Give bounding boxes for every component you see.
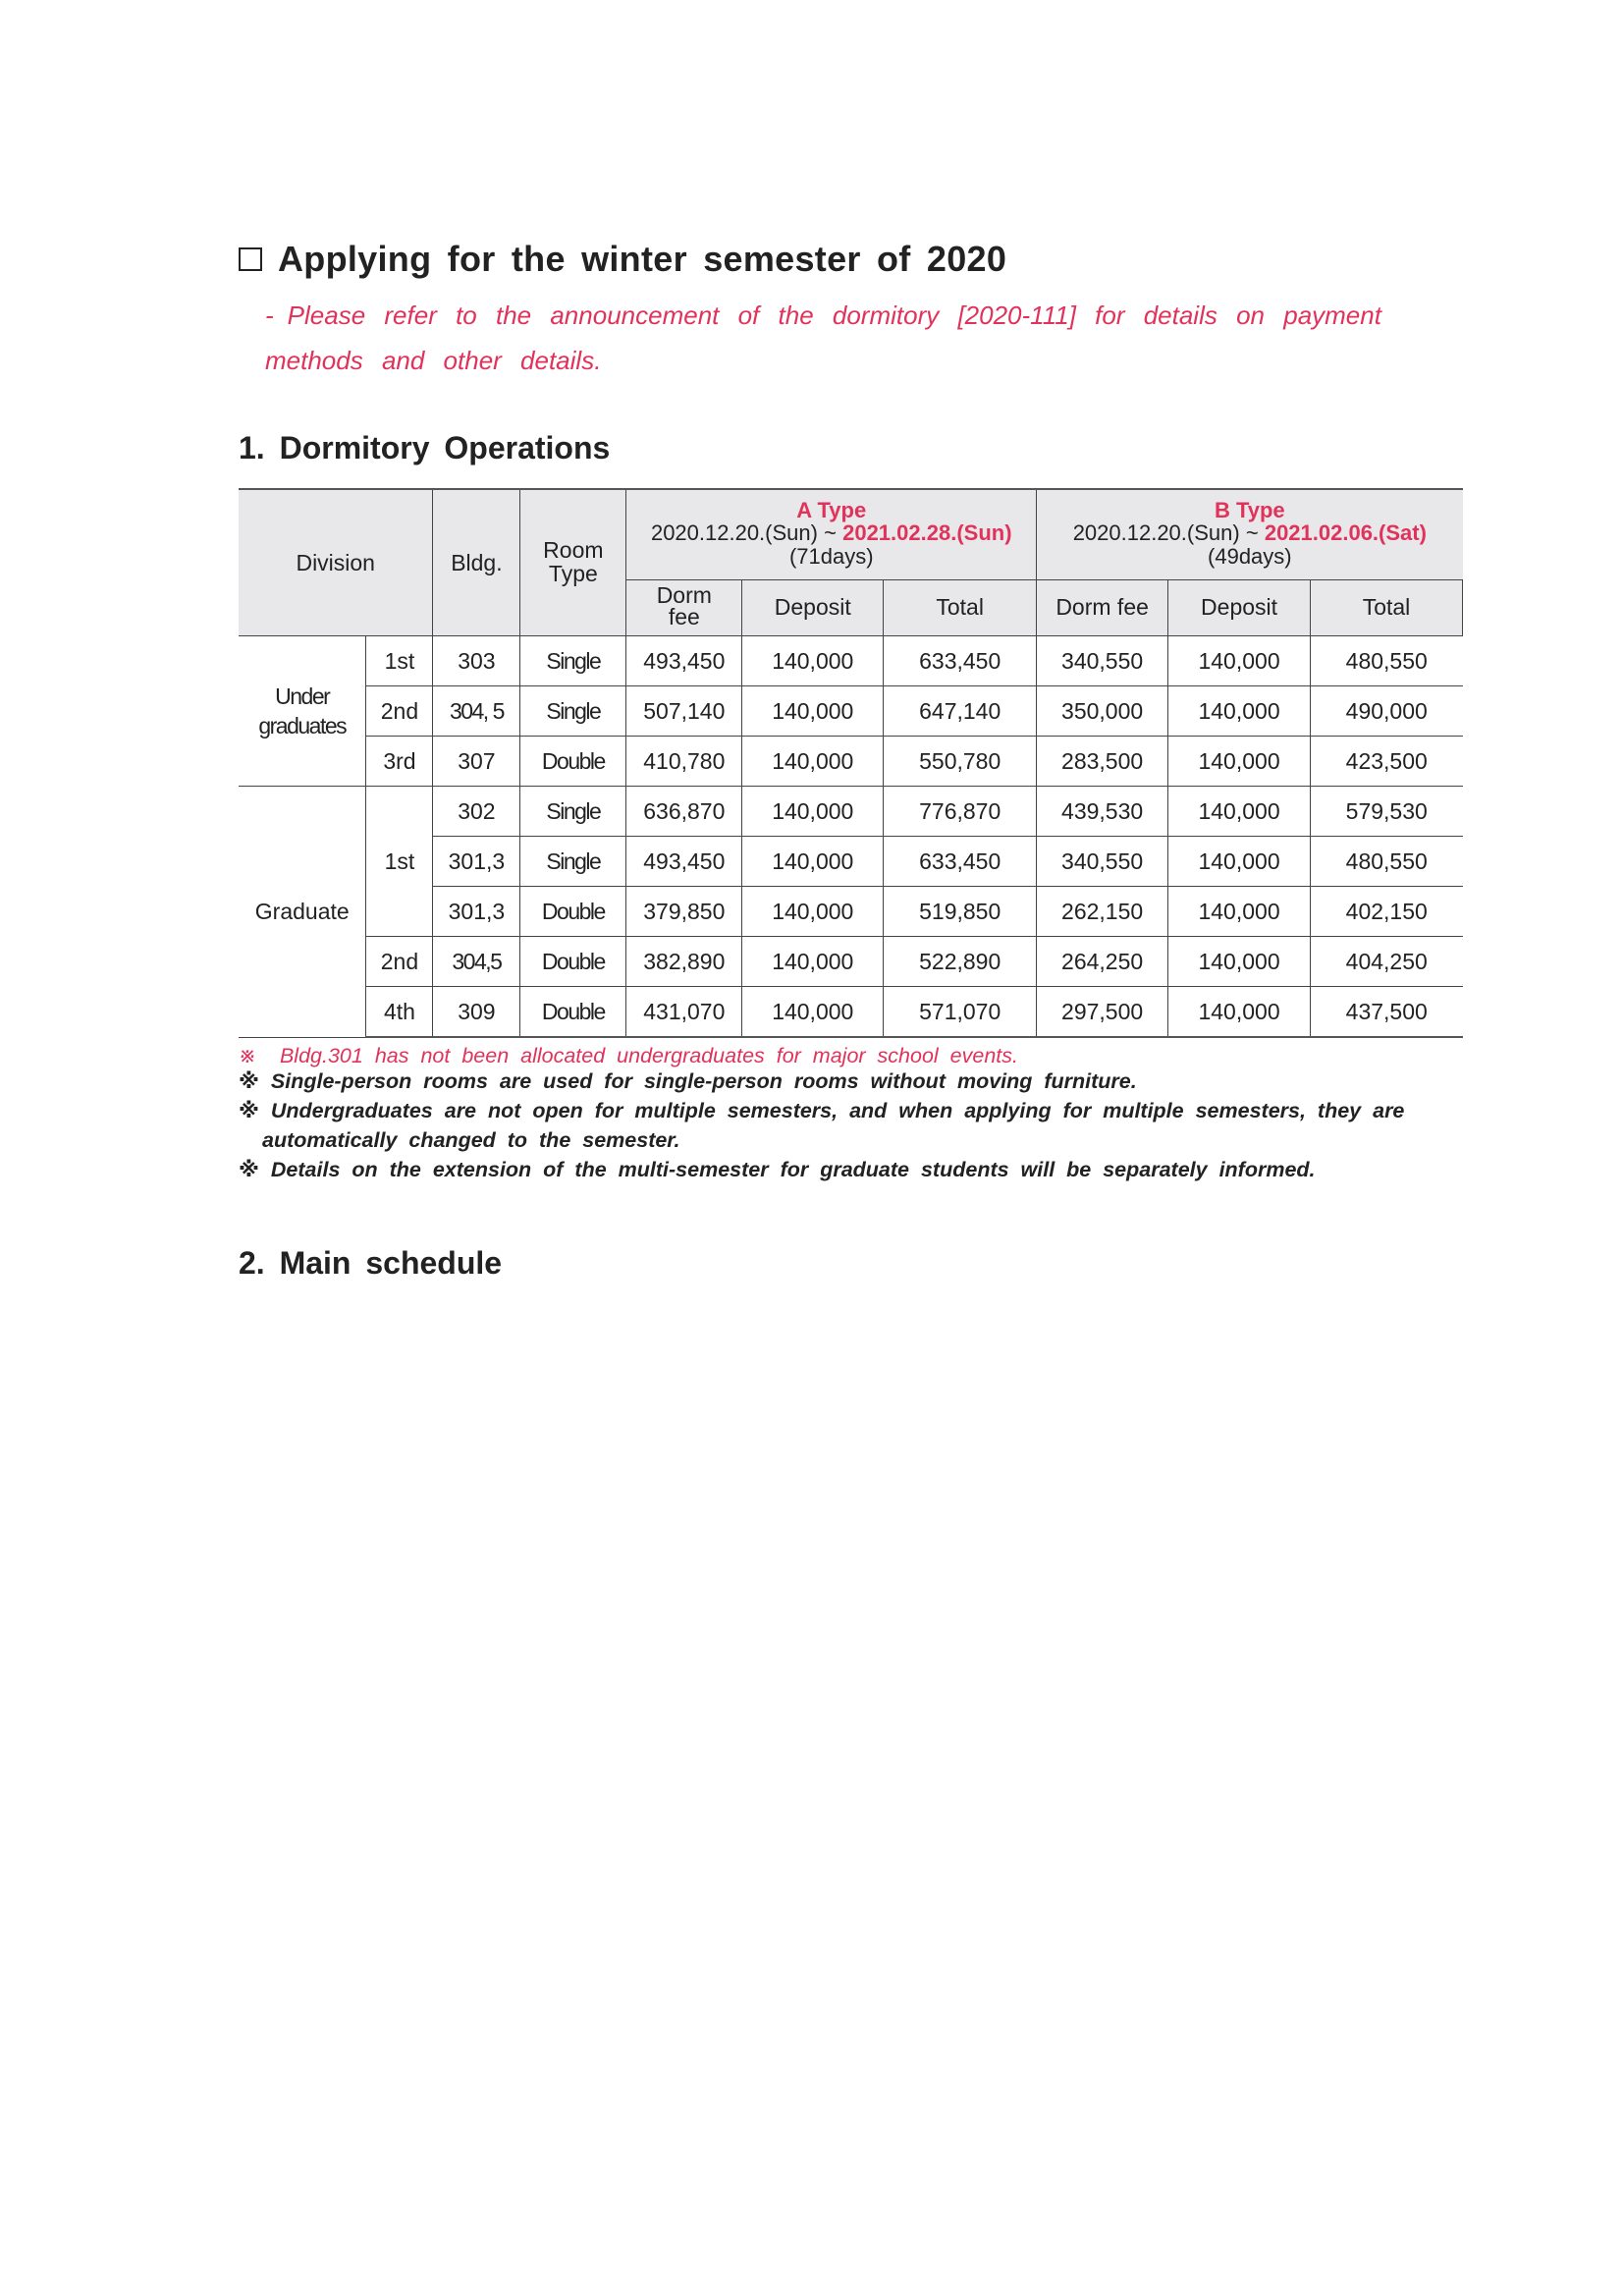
cell-bldg: 309 xyxy=(433,987,520,1038)
cell-b-dorm-fee: 283,500 xyxy=(1037,737,1168,787)
cell-bldg: 302 xyxy=(433,787,520,837)
cell-a-deposit: 140,000 xyxy=(742,887,884,937)
reference-mark-icon: ※ xyxy=(239,1158,259,1181)
cell-b-total: 402,150 xyxy=(1311,887,1463,937)
cell-a-dorm-fee: 493,450 xyxy=(626,636,742,686)
b-type-label: B Type xyxy=(1214,498,1285,523)
cell-a-deposit: 140,000 xyxy=(742,737,884,787)
header-a-total: Total xyxy=(884,579,1037,635)
cell-b-total: 490,000 xyxy=(1311,686,1463,737)
table-row xyxy=(239,737,1463,787)
cell-room-type: Single xyxy=(520,686,626,737)
cell-year: 3rd xyxy=(366,737,433,787)
cell-bldg: 301,3 xyxy=(433,837,520,887)
cell-room-type: Double xyxy=(520,887,626,937)
dormitory-fee-table xyxy=(239,488,1463,1038)
note-item: ※ Details on the extension of the multi-semester for graduate students will be separately informed. xyxy=(239,1158,1316,1181)
b-type-end: 2021.02.06.(Sat) xyxy=(1264,520,1427,546)
cell-year: 1st xyxy=(366,636,433,686)
a-type-days: (71days) xyxy=(788,544,874,570)
cell-b-dorm-fee: 264,250 xyxy=(1037,937,1168,987)
header-b-dorm-fee: Dorm fee xyxy=(1037,579,1168,635)
cell-a-deposit: 140,000 xyxy=(742,787,884,837)
cell-b-dorm-fee: 262,150 xyxy=(1037,887,1168,937)
cell-a-dorm-fee: 431,070 xyxy=(626,987,742,1038)
b-type-days: (49days) xyxy=(1208,544,1292,570)
header-bldg: Bldg. xyxy=(433,489,520,636)
cell-b-total: 579,530 xyxy=(1311,787,1463,837)
note-dash: - xyxy=(265,301,274,330)
table-row xyxy=(239,937,1463,987)
cell-a-total: 647,140 xyxy=(884,686,1037,737)
reference-mark-icon: ※ xyxy=(239,1044,257,1067)
cell-a-dorm-fee: 382,890 xyxy=(626,937,742,987)
cell-year: 4th xyxy=(366,987,433,1038)
cell-a-total: 776,870 xyxy=(884,787,1037,837)
cell-bldg-highlighted: 307 xyxy=(433,737,520,787)
cell-a-dorm-fee: 379,850 xyxy=(626,887,742,937)
announcement-note xyxy=(265,293,1404,383)
cell-a-total: 519,850 xyxy=(884,887,1037,937)
cell-b-deposit: 140,000 xyxy=(1168,887,1311,937)
cell-a-total: 571,070 xyxy=(884,987,1037,1038)
cell-b-total: 437,500 xyxy=(1311,987,1463,1038)
cell-room-type: Single xyxy=(520,787,626,837)
note-item: ※ Bldg.301 has not been allocated undergraduates for major school events. xyxy=(239,1044,1018,1067)
header-a-dorm-fee: Dorm fee xyxy=(626,579,742,635)
a-type-start: 2020.12.20.(Sun) xyxy=(650,520,818,546)
cell-bldg: 303 xyxy=(433,636,520,686)
page-title: Applying for the winter semester of 2020 xyxy=(278,239,1007,279)
cell-year: 2nd xyxy=(366,937,433,987)
cell-year: 1st xyxy=(366,787,433,937)
cell-b-deposit: 140,000 xyxy=(1168,737,1311,787)
cell-b-dorm-fee: 439,530 xyxy=(1037,787,1168,837)
cell-b-total: 423,500 xyxy=(1311,737,1463,787)
cell-a-deposit: 140,000 xyxy=(742,837,884,887)
cell-a-total: 550,780 xyxy=(884,737,1037,787)
note-item: ※ Undergraduates are not open for multiple semesters, and when applying for multiple semesters, they are xyxy=(239,1099,1405,1122)
header-b-type: B Type 2020.12.20.(Sun) ~ 2021.02.06.(Sat) (49days) xyxy=(1037,489,1463,579)
table-row xyxy=(239,987,1463,1038)
cell-b-total: 480,550 xyxy=(1311,837,1463,887)
cell-room-type: Single xyxy=(520,837,626,887)
section-title-main-schedule: 2. Main schedule xyxy=(239,1245,503,1281)
cell-a-dorm-fee: 410,780 xyxy=(626,737,742,787)
section-title-dormitory-operations: 1. Dormitory Operations xyxy=(239,430,611,465)
group-undergraduates: Under graduates xyxy=(239,636,366,787)
cell-a-deposit: 140,000 xyxy=(742,686,884,737)
cell-room-type: Single xyxy=(520,636,626,686)
header-room-type: Room Type xyxy=(520,489,626,636)
cell-b-deposit: 140,000 xyxy=(1168,686,1311,737)
header-b-deposit: Deposit xyxy=(1168,579,1311,635)
cell-a-dorm-fee: 636,870 xyxy=(626,787,742,837)
cell-b-deposit: 140,000 xyxy=(1168,837,1311,887)
cell-b-total: 480,550 xyxy=(1311,636,1463,686)
cell-a-total: 633,450 xyxy=(884,837,1037,887)
cell-b-dorm-fee: 340,550 xyxy=(1037,837,1168,887)
cell-a-total: 522,890 xyxy=(884,937,1037,987)
cell-a-deposit: 140,000 xyxy=(742,937,884,987)
note-item: ※ Single-person rooms are used for single-person rooms without moving furniture. xyxy=(239,1069,1137,1093)
cell-a-deposit: 140,000 xyxy=(742,987,884,1038)
cell-b-deposit: 140,000 xyxy=(1168,636,1311,686)
cell-a-dorm-fee: 493,450 xyxy=(626,837,742,887)
cell-a-total: 633,450 xyxy=(884,636,1037,686)
cell-bldg: 304, 5 xyxy=(433,686,520,737)
page-heading xyxy=(239,239,1006,280)
table-row xyxy=(239,787,1463,837)
cell-b-deposit: 140,000 xyxy=(1168,937,1311,987)
reference-mark-icon: ※ xyxy=(239,1099,259,1122)
cell-b-dorm-fee: 340,550 xyxy=(1037,636,1168,686)
header-division: Division xyxy=(239,489,433,636)
note-item-continuation: automatically changed to the semester. xyxy=(262,1128,680,1152)
table-notes xyxy=(239,1045,1466,1184)
cell-bldg: 304,5 xyxy=(433,937,520,987)
a-type-end: 2021.02.28.(Sun) xyxy=(842,520,1012,546)
cell-room-type: Double xyxy=(520,987,626,1038)
note-text: Please refer to the announcement of the dormitory [2020-111] for details on payment methods and other details. xyxy=(265,301,1381,375)
cell-room-type: Double xyxy=(520,937,626,987)
cell-b-dorm-fee: 350,000 xyxy=(1037,686,1168,737)
b-type-start: 2020.12.20.(Sun) xyxy=(1072,520,1240,546)
a-type-label: A Type xyxy=(796,498,867,523)
cell-bldg: 301,3 xyxy=(433,887,520,937)
cell-room-type: Double xyxy=(520,737,626,787)
cell-b-deposit: 140,000 xyxy=(1168,987,1311,1038)
cell-b-dorm-fee: 297,500 xyxy=(1037,987,1168,1038)
cell-a-deposit: 140,000 xyxy=(742,636,884,686)
cell-b-deposit: 140,000 xyxy=(1168,787,1311,837)
group-graduate: Graduate xyxy=(239,787,366,1038)
table-row xyxy=(239,636,1463,686)
reference-mark-icon: ※ xyxy=(239,1069,259,1093)
checkbox-square-icon xyxy=(239,247,262,271)
header-a-deposit: Deposit xyxy=(742,579,884,635)
table-row xyxy=(239,686,1463,737)
cell-year: 2nd xyxy=(366,686,433,737)
header-b-total: Total xyxy=(1311,579,1463,635)
cell-b-total: 404,250 xyxy=(1311,937,1463,987)
cell-a-dorm-fee: 507,140 xyxy=(626,686,742,737)
header-a-type: A Type 2020.12.20.(Sun) ~ 2021.02.28.(Sun) (71days) xyxy=(626,489,1037,579)
